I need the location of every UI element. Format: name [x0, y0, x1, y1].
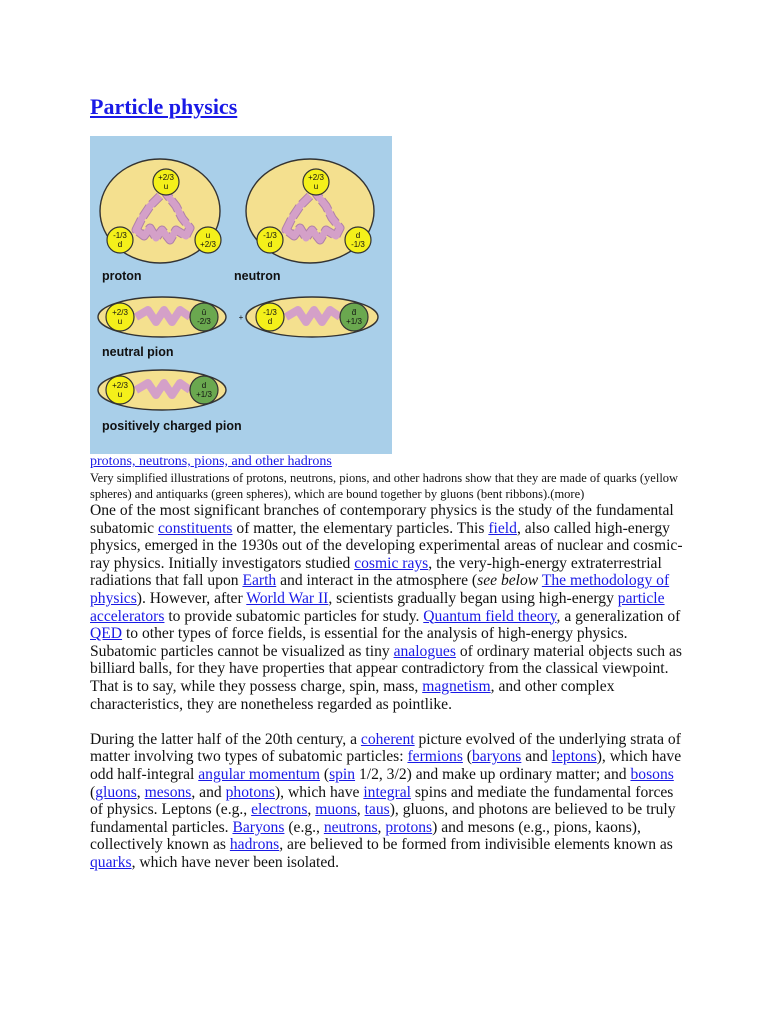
svg-text:u: u [205, 231, 211, 240]
link-neutrons[interactable]: neutrons [323, 818, 378, 836]
hadron-diagram [90, 136, 392, 454]
svg-text:d: d [355, 231, 361, 240]
paragraph-2: During the latter half of the 20th century, a coherent picture evolved of the underlying strata of matter involving two types of subatomic particles: fermions (baryons and leptons), which have odd half-integral angular momentum (spin 1/2, 3/2) and make up ordinary matter; and bosons (gluons, mesons, and photons), which have integral spins and mediate the fundamental forces of physics. Leptons (e.g., electrons, muons, taus), gluons, and photons are believed to be truly fundamental particles. Baryons (e.g., neutrons, protons) and mesons (e.g., pions, kaons), collectively known as hadrons, are believed to be formed from indivisible elements known as quarks, which have never been isolated. [90, 730, 682, 871]
link-leptons[interactable]: leptons [551, 748, 597, 766]
svg-text:+: + [238, 313, 244, 322]
svg-text:u: u [313, 182, 319, 191]
link-muons[interactable]: muons [315, 801, 357, 819]
svg-text:-1/3: -1/3 [351, 240, 365, 249]
neutral-pion-diagram [98, 297, 378, 359]
svg-text:-2/3: -2/3 [197, 317, 211, 326]
neutron-label: neutron [234, 269, 281, 283]
neutral-pion-label: neutral pion [102, 345, 174, 359]
link-photons[interactable]: photons [225, 783, 275, 801]
link-bosons[interactable]: bosons [630, 765, 674, 783]
link-quarks[interactable]: quarks [90, 853, 132, 871]
hadron-illustration[interactable] [90, 136, 392, 454]
svg-text:+2/3: +2/3 [308, 173, 324, 182]
link-angular-momentum[interactable]: angular momentum [198, 765, 320, 783]
link-quantum-field-theory[interactable]: Quantum field theory [423, 607, 557, 625]
positive-pion-label: positively charged pion [102, 419, 242, 433]
link-analogues[interactable]: analogues [393, 642, 456, 660]
link-fermions[interactable]: fermions [407, 748, 463, 766]
svg-text:u: u [163, 182, 169, 191]
positive-pion-diagram [98, 370, 242, 433]
svg-text:-1/3: -1/3 [113, 231, 127, 240]
svg-text:+1/3: +1/3 [196, 390, 212, 399]
article-body [90, 502, 690, 889]
figure-caption: Very simplified illustrations of protons, neutrons, pions, and other hadrons show that they are made of quarks (yellow spheres) and antiquarks (green spheres), which are bound together by gluons (bent ribbons).(more) [90, 471, 679, 501]
svg-text:d: d [267, 317, 273, 326]
svg-text:+2/3: +2/3 [158, 173, 174, 182]
link-particle-accelerators[interactable]: particle accelerators [90, 589, 665, 625]
svg-text:u: u [117, 317, 123, 326]
svg-text:-1/3: -1/3 [263, 308, 277, 317]
link-gluons[interactable]: gluons [95, 783, 137, 801]
link-earth[interactable]: Earth [242, 572, 277, 590]
svg-text:d: d [201, 381, 207, 390]
link-protons[interactable]: protons [385, 818, 433, 836]
link-taus[interactable]: taus [364, 801, 390, 819]
neutron-diagram [234, 159, 374, 283]
link-integral[interactable]: integral [363, 783, 411, 801]
link-methodology-of-physics[interactable]: The methodology of physics [90, 572, 670, 607]
paragraph-1: One of the most significant branches of contemporary physics is the study of the fundamental subatomic constituents of matter, the elementary particles. This field, also called high-energy physics, emerged in the 1930s out of the developing experimental areas of nuclear and cosmic-ray physics. Initially investigators studied cosmic rays, the very-high-energy extraterrestrial radiations that fall upon Earth and interact in the atmosphere (see below The methodology of physics). However, after World War II, scientists gradually began using high-energy particle accelerators to provide subatomic particles for study. Quantum field theory, a generalization of QED to other types of force fields, is essential for the analysis of high-energy physics. Subatomic particles cannot be visualized as tiny analogues of ordinary material objects such as billiard balls, for they have properties that appear contradictory from the classical viewpoint. That is to say, while they possess charge, spin, mass, magnetism, and other complex characteristics, they are nonetheless regarded as pointlike. [90, 502, 683, 713]
link-world-war-ii[interactable]: World War II [246, 589, 329, 607]
link-electrons[interactable]: electrons [251, 801, 308, 819]
link-hadrons[interactable]: hadrons [229, 836, 280, 854]
link-magnetism[interactable]: magnetism [422, 677, 491, 695]
svg-text:d: d [117, 240, 123, 249]
link-baryons-2[interactable]: Baryons [232, 818, 285, 836]
link-field[interactable]: field [488, 519, 517, 537]
svg-text:d̄: d̄ [351, 308, 357, 317]
svg-text:+2/3: +2/3 [112, 308, 128, 317]
svg-text:+1/3: +1/3 [346, 317, 362, 326]
svg-text:u: u [117, 390, 123, 399]
svg-text:d: d [267, 240, 273, 249]
link-baryons[interactable]: baryons [471, 748, 522, 766]
article-title[interactable]: Particle physics [90, 94, 238, 119]
svg-text:-1/3: -1/3 [263, 231, 277, 240]
svg-text:+2/3: +2/3 [200, 240, 216, 249]
link-qed[interactable]: QED [90, 625, 123, 643]
link-cosmic-rays[interactable]: cosmic rays [354, 554, 429, 572]
svg-text:ū: ū [201, 308, 207, 317]
link-coherent[interactable]: coherent [360, 730, 415, 748]
svg-text:+2/3: +2/3 [112, 381, 128, 390]
figure-caption-link[interactable]: protons, neutrons, pions, and other hadrons [90, 454, 332, 469]
link-spin[interactable]: spin [329, 765, 356, 783]
link-mesons[interactable]: mesons [144, 783, 192, 801]
proton-label: proton [102, 269, 142, 283]
link-constituents[interactable]: constituents [158, 519, 233, 537]
proton-diagram [100, 159, 221, 283]
